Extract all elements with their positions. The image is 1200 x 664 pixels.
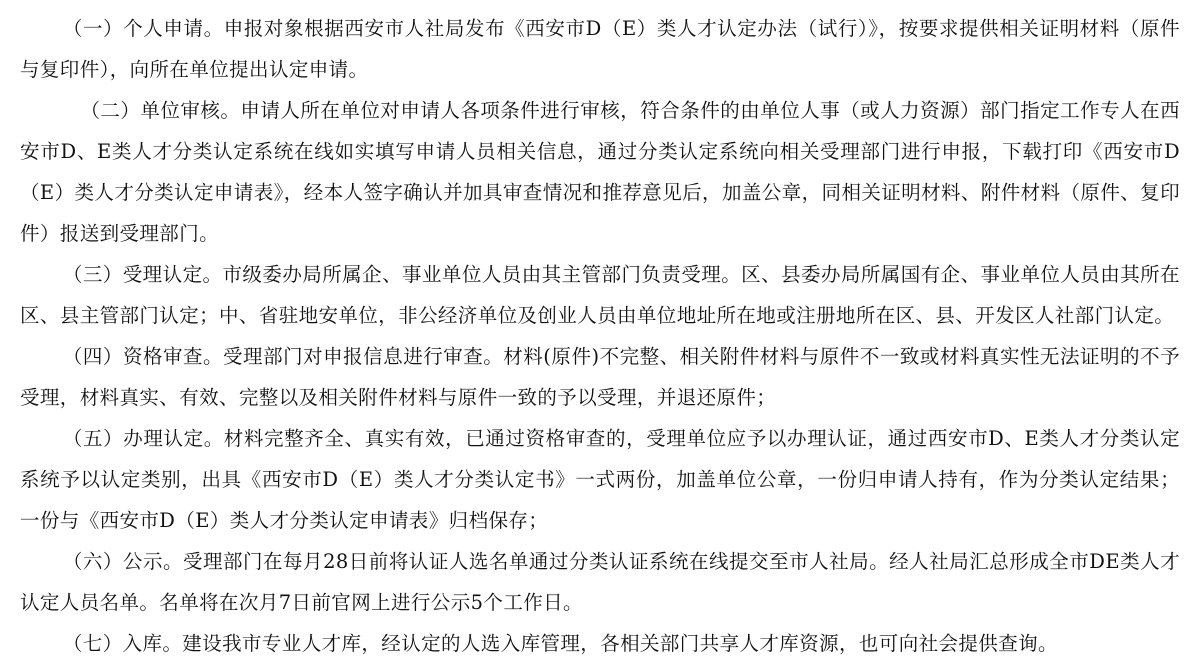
paragraph-item-4: （四）资格审查。受理部门对申报信息进行审查。材料(原件)不完整、相关附件材料与原件不一致或材料真实性无法证明的不予受理，材料真实、有效、完整以及相关附件材料与原件一致的予以受理，并退还原件； — [20, 345, 1180, 409]
paragraph-item-7: （七）入库。建设我市专业人才库，经认定的人选入库管理，各相关部门共享人才库资源，也可向社会提供查询。 — [62, 632, 1058, 655]
paragraph-item-3: （三）受理认定。市级委办局所属企、事业单位人员由其主管部门负责受理。区、县委办局所属国有企、事业单位人员由其所在区、县主管部门认定；中、省驻地安单位，非公经济单位及创业人员由单位地址所在地或注册地所在区、县、开发区人社部门认定。 — [20, 263, 1180, 327]
paragraph-item-2: （二）单位审核。申请人所在单位对申请人各项条件进行审核，符合条件的由单位人事（或人力资源）部门指定工作专人在西安市D、E类人才分类认定系统在线如实填写申请人员相关信息，通过分类认定系统向相关受理部门进行申报，下载打印《西安市D（E）类人才分类认定申请表》，经本人签字确认并加具审查情况和推荐意见后，加盖公章，同相关证明材料、附件材料（原件、复印件）报送到受理部门。 — [20, 99, 1180, 245]
paragraph-item-1: （一）个人申请。申报对象根据西安市人社局发布《西安市D（E）类人才认定办法（试行）》，按要求提供相关证明材料（原件与复印件），向所在单位提出认定申请。 — [20, 17, 1180, 81]
paragraph-item-6: （六）公示。受理部门在每月28日前将认证人选名单通过分类认证系统在线提交至市人社局。经人社局汇总形成全市DE类人才认定人员名单。名单将在次月7日前官网上进行公示5个工作日。 — [20, 550, 1180, 614]
paragraph-item-5: （五）办理认定。材料完整齐全、真实有效，已通过资格审查的，受理单位应予以办理认证，通过西安市D、E类人才分类认定系统予以认定类别，出具《西安市D（E）类人才分类认定书》一式两份，加盖单位公章，一份归申请人持有，作为分类认定结果；一份与《西安市D（E）类人才分类认定申请表》归档保存； — [20, 427, 1180, 532]
